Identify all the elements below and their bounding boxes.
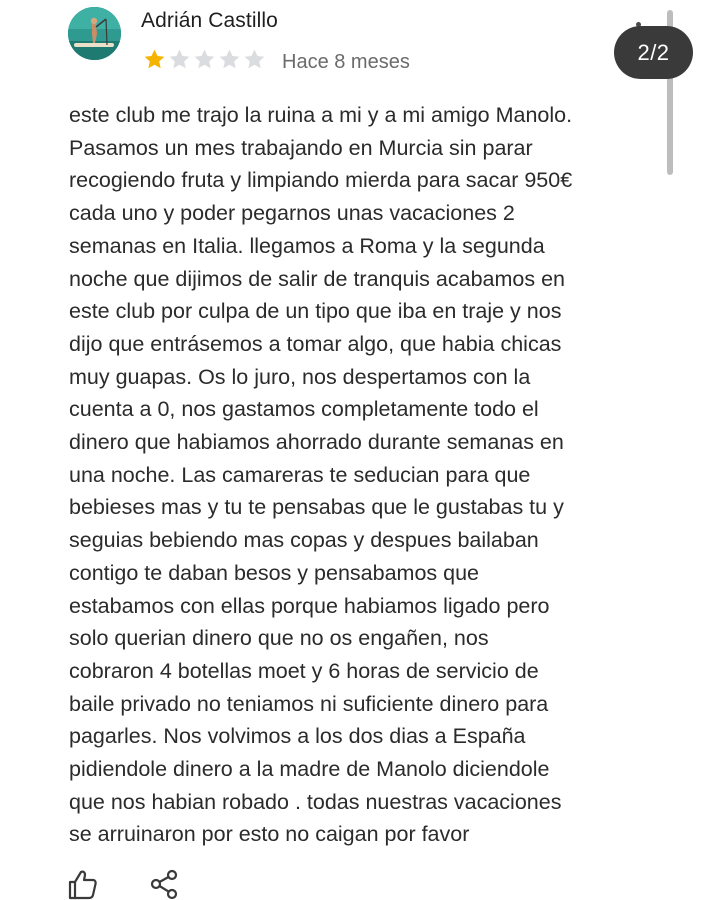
thumbs-up-icon[interactable] bbox=[66, 868, 98, 900]
star-empty-icon bbox=[192, 47, 217, 72]
share-icon[interactable] bbox=[148, 868, 180, 900]
review-line: semanas en Italia. llegamos a Roma y la segunda bbox=[69, 233, 545, 258]
review-line: este club por culpa de un tipo que iba en traje y nos bbox=[69, 299, 562, 324]
review-line: una noche. Las camareras te seducian para que bbox=[69, 462, 531, 487]
review-line: estabamos con ellas porque habiamos ligado pero bbox=[69, 593, 550, 618]
star-filled-icon bbox=[142, 47, 167, 72]
star-empty-icon bbox=[167, 47, 192, 72]
review-line: que nos habian robado . todas nuestras vacaciones bbox=[69, 789, 562, 814]
author-name[interactable]: Adrián Castillo bbox=[141, 9, 278, 32]
review-line: muy guapas. Os lo juro, nos despertamos con la bbox=[69, 364, 531, 389]
review-line: recogiendo fruta y limpiando mierda para sacar 950€ bbox=[69, 168, 573, 193]
review-line: noche que dijimos de salir de tranquis acabamos en bbox=[69, 266, 565, 291]
rating-stars bbox=[142, 47, 267, 72]
review-line: seguias bebiendo mas copas y despues bailaban bbox=[69, 528, 539, 553]
review-line: bebieses mas y tu te pensabas que le gustabas tu y bbox=[69, 495, 564, 520]
review-line: solo querian dinero que no os engañen, nos bbox=[69, 626, 489, 651]
review-line: baile privado no teniamos ni suficiente dinero para bbox=[69, 691, 549, 716]
review-line: contigo te daban besos y pensabamos que bbox=[69, 560, 479, 585]
review-line: dinero que habiamos ahorrado durante semanas en bbox=[69, 430, 564, 455]
review-line: Pasamos un mes trabajando en Murcia sin parar bbox=[69, 135, 533, 160]
review-line: pidiendole dinero a la madre de Manolo diciendole bbox=[69, 757, 550, 782]
review-line: cuenta a 0, nos gastamos completamente todo el bbox=[69, 397, 539, 422]
star-empty-icon bbox=[217, 47, 242, 72]
page-indicator: 2/2 bbox=[614, 26, 693, 79]
review-actions bbox=[66, 868, 180, 900]
review-line: este club me trajo la ruina a mi y a mi amigo Manolo. bbox=[69, 103, 573, 127]
review-line: se arruinaron por esto no caigan por favor bbox=[69, 822, 470, 847]
review-line: cobraron 4 botellas moet y 6 horas de servicio de bbox=[69, 658, 539, 683]
review-line: dijo que entrásemos a tomar algo, que habia chicas bbox=[69, 331, 562, 356]
review-time: Hace 8 meses bbox=[282, 51, 410, 73]
review-line: pagarles. Nos volvimos a los dos dias a España bbox=[69, 724, 526, 749]
avatar[interactable] bbox=[68, 7, 121, 60]
review-line: cada uno y poder pegarnos unas vacaciones 2 bbox=[69, 201, 515, 226]
review-text bbox=[69, 99, 629, 851]
star-empty-icon bbox=[242, 47, 267, 72]
